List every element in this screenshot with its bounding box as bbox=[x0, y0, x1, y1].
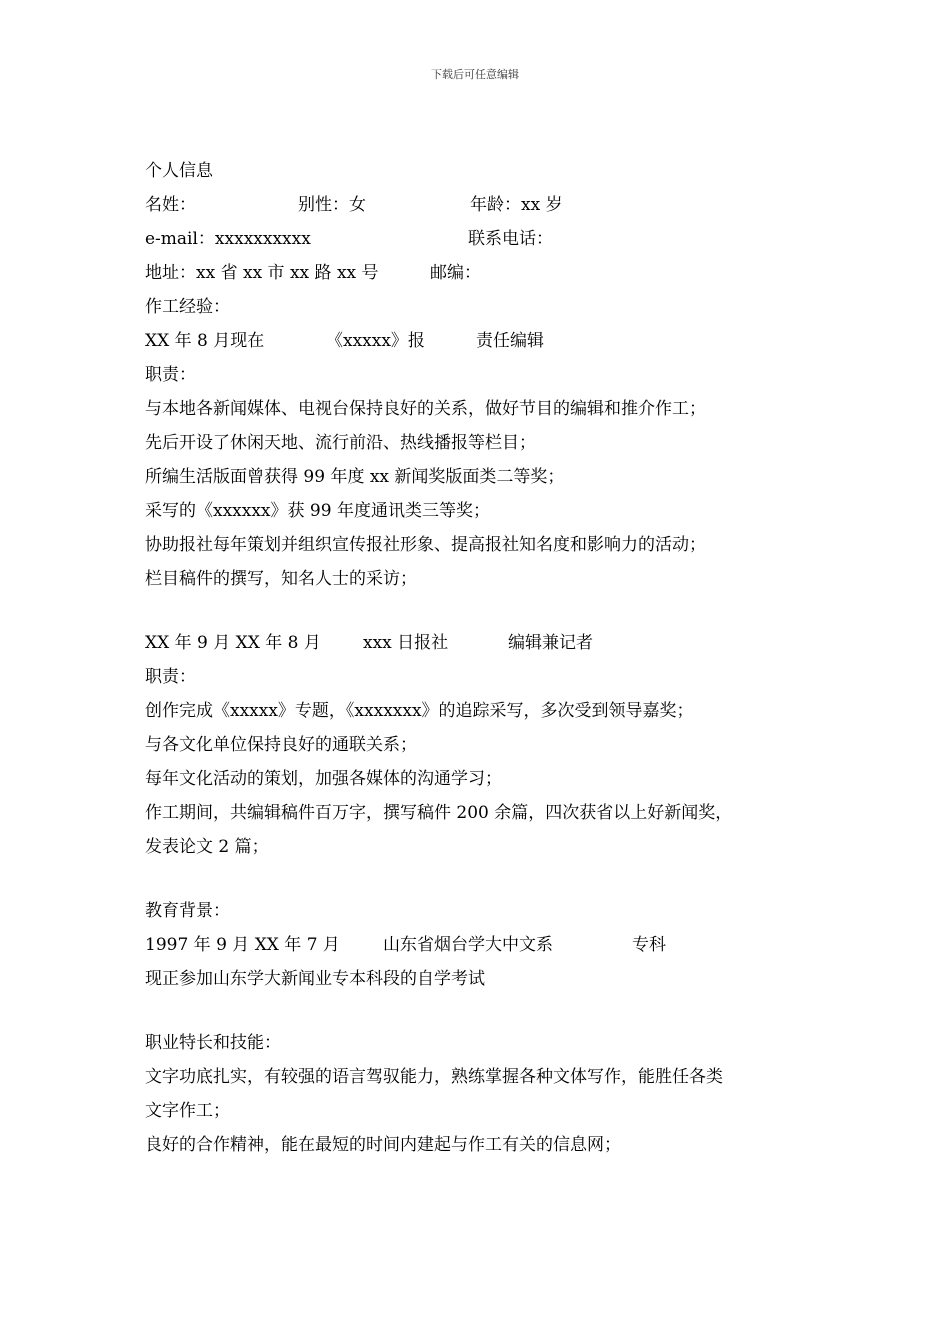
job2-duty-label: 职责： bbox=[145, 667, 196, 687]
job1-duty: 所编生活版面曾获得 99 年度 xx 新闻奖版面类二等奖； bbox=[145, 467, 565, 487]
job2-duty: 发表论文 2 篇； bbox=[145, 837, 269, 857]
personal-row-1 bbox=[145, 192, 825, 226]
job1-duty: 与本地各新闻媒体、电视台保持良好的关系，做好节目的编辑和推介作工； bbox=[145, 399, 706, 419]
address-field: 地址：xx 省 xx 市 xx 路 xx 号 bbox=[145, 263, 379, 283]
job2-header bbox=[145, 630, 825, 664]
job2-period: XX 年 9 月 XX 年 8 月 bbox=[145, 633, 321, 653]
experience-title: 作工经验： bbox=[145, 297, 230, 317]
age-field: 年龄：xx 岁 bbox=[470, 195, 563, 215]
education-period: 1997 年 9 月 XX 年 7 月 bbox=[145, 935, 340, 955]
education-title: 教育背景： bbox=[145, 901, 230, 921]
postcode-field: 邮编： bbox=[430, 263, 481, 283]
skills-item: 文字作工； bbox=[145, 1101, 230, 1121]
skills-title: 职业特长和技能： bbox=[145, 1033, 281, 1053]
job2-org: xxx 日报社 bbox=[363, 633, 449, 653]
personal-row-3 bbox=[145, 260, 825, 294]
job1-role: 责任编辑 bbox=[476, 331, 544, 351]
personal-title: 个人信息 bbox=[145, 161, 213, 181]
job2-role: 编辑兼记者 bbox=[508, 633, 593, 653]
resume-body bbox=[145, 158, 825, 1166]
name-field: 名姓： bbox=[145, 195, 196, 215]
job1-duty: 栏目稿件的撰写，知名人士的采访； bbox=[145, 569, 417, 589]
gender-field: 别性：女 bbox=[298, 195, 366, 215]
education-degree: 专科 bbox=[632, 935, 666, 955]
personal-row-2 bbox=[145, 226, 825, 260]
spacer bbox=[145, 600, 825, 630]
education-note: 现正参加山东学大新闻业专本科段的自学考试 bbox=[145, 969, 485, 989]
page-header: 下载后可任意编辑 bbox=[431, 68, 519, 81]
job1-duty: 协助报社每年策划并组织宣传报社形象、提高报社知名度和影响力的活动； bbox=[145, 535, 706, 555]
spacer bbox=[145, 868, 825, 898]
email-field: e-mail：xxxxxxxxxx bbox=[145, 229, 311, 249]
job2-duty: 作工期间，共编辑稿件百万字，撰写稿件 200 余篇，四次获省以上好新闻奖， bbox=[145, 803, 733, 823]
skills-item: 良好的合作精神，能在最短的时间内建起与作工有关的信息网； bbox=[145, 1135, 621, 1155]
job1-org: 《xxxxx》报 bbox=[326, 331, 425, 351]
job1-header bbox=[145, 328, 825, 362]
job1-duty: 采写的《xxxxxx》获 99 年度通讯类三等奖； bbox=[145, 501, 490, 521]
education-row bbox=[145, 932, 825, 966]
education-school: 山东省烟台学大中文系 bbox=[383, 935, 553, 955]
job1-duty: 先后开设了休闲天地、流行前沿、热线播报等栏目； bbox=[145, 433, 536, 453]
job1-duty-label: 职责： bbox=[145, 365, 196, 385]
job2-duty: 每年文化活动的策划，加强各媒体的沟通学习； bbox=[145, 769, 502, 789]
job2-duty: 创作完成《xxxxx》专题，《xxxxxxx》的追踪采写，多次受到领导嘉奖； bbox=[145, 701, 694, 721]
phone-field: 联系电话： bbox=[468, 229, 553, 249]
spacer bbox=[145, 1000, 825, 1030]
job2-duty: 与各文化单位保持良好的通联关系； bbox=[145, 735, 417, 755]
skills-item: 文字功底扎实，有较强的语言驾驭能力，熟练掌握各种文体写作，能胜任各类 bbox=[145, 1067, 723, 1087]
job1-period: XX 年 8 月现在 bbox=[145, 331, 265, 351]
